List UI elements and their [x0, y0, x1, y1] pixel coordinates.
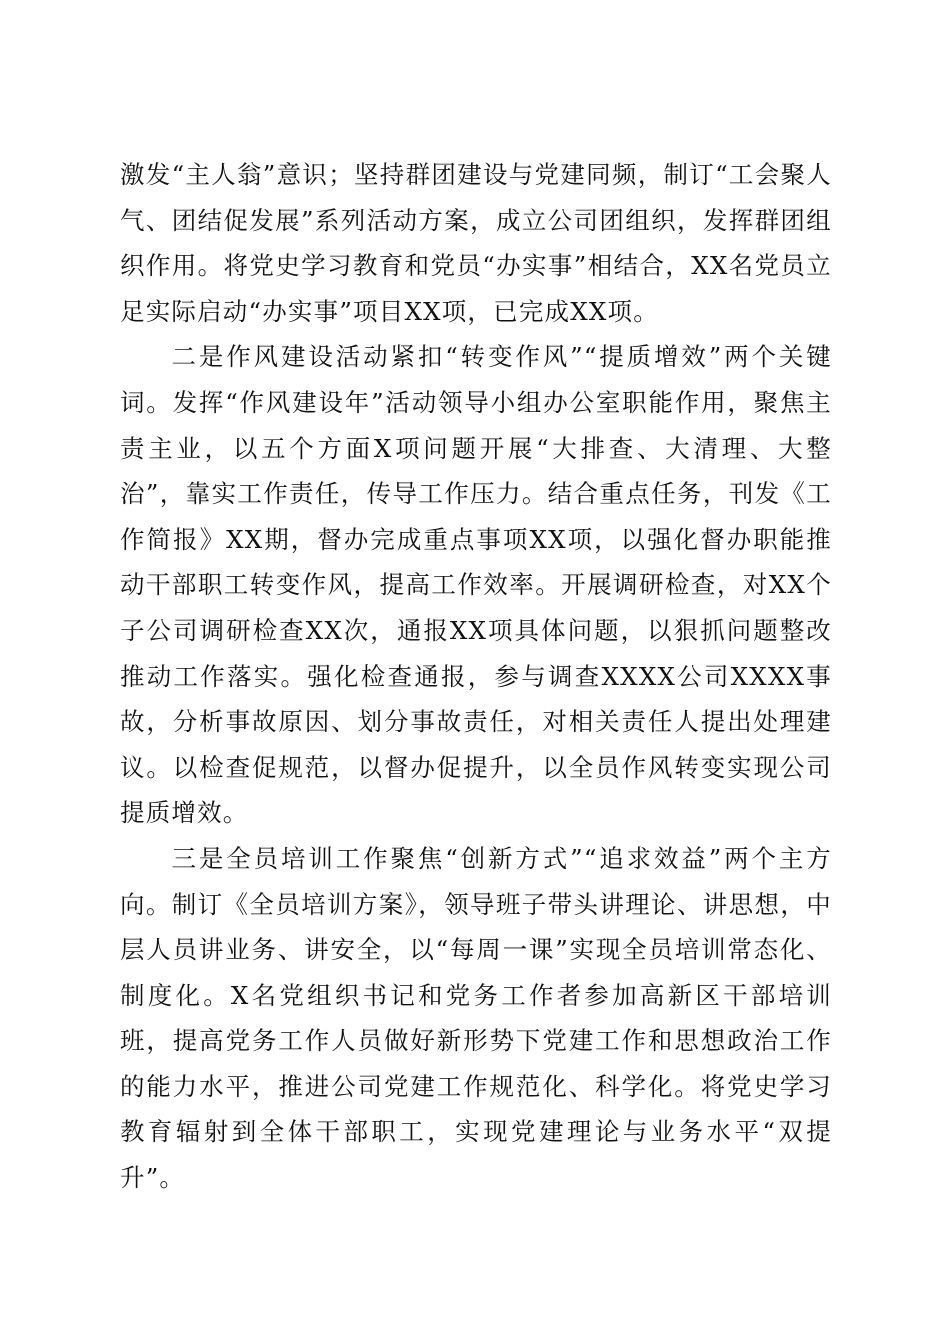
paragraph-3: 三是全员培训工作聚焦“创新方式”“追求效益”两个主方向。制订《全员培训方案》，领导班子带头讲理论、讲思想，中层人员讲业务、讲安全，以“每周一课”实现全员培训常态化、制度化。X名党组织书记和党务工作者参加高新区干部培训班，提高党务工作人员做好新形势下党建工作和思想政治工作的能力水平，推进公司党建工作规范化、科学化。将党史学习教育辐射到全体干部职工，实现党建理论与业务水平“双提升”。 [120, 843, 832, 1193]
paragraph-1: 激发“主人翁”意识；坚持群团建设与党建同频，制订“工会聚人气、团结促发展”系列活动方案，成立公司团组织，发挥群团组织作用。将党史学习教育和党员“办实事”相结合，XX名党员立足实际启动“办实事”项目XX项，已完成XX项。 [120, 160, 832, 326]
document-body [120, 152, 832, 1201]
paragraph-2: 二是作风建设活动紧扣“转变作风”“提质增效”两个关键词。发挥“作风建设年”活动领导小组办公室职能作用，聚焦主责主业，以五个方面X项问题开展“大排查、大清理、大整治”，靠实工作责任，传导工作压力。结合重点任务，刊发《工作简报》XX期，督办完成重点事项XX项，以强化督办职能推动干部职工转变作风，提高工作效率。开展调研检查，对XX个子公司调研检查XX次，通报XX项具体问题，以狠抓问题整改推动工作落实。强化检查通报，参与调查XXXX公司XXXX事故，分析事故原因、划分事故责任，对相关责任人提出处理建议。以检查促规范，以督办促提升，以全员作风转变实现公司提质增效。 [120, 342, 832, 828]
